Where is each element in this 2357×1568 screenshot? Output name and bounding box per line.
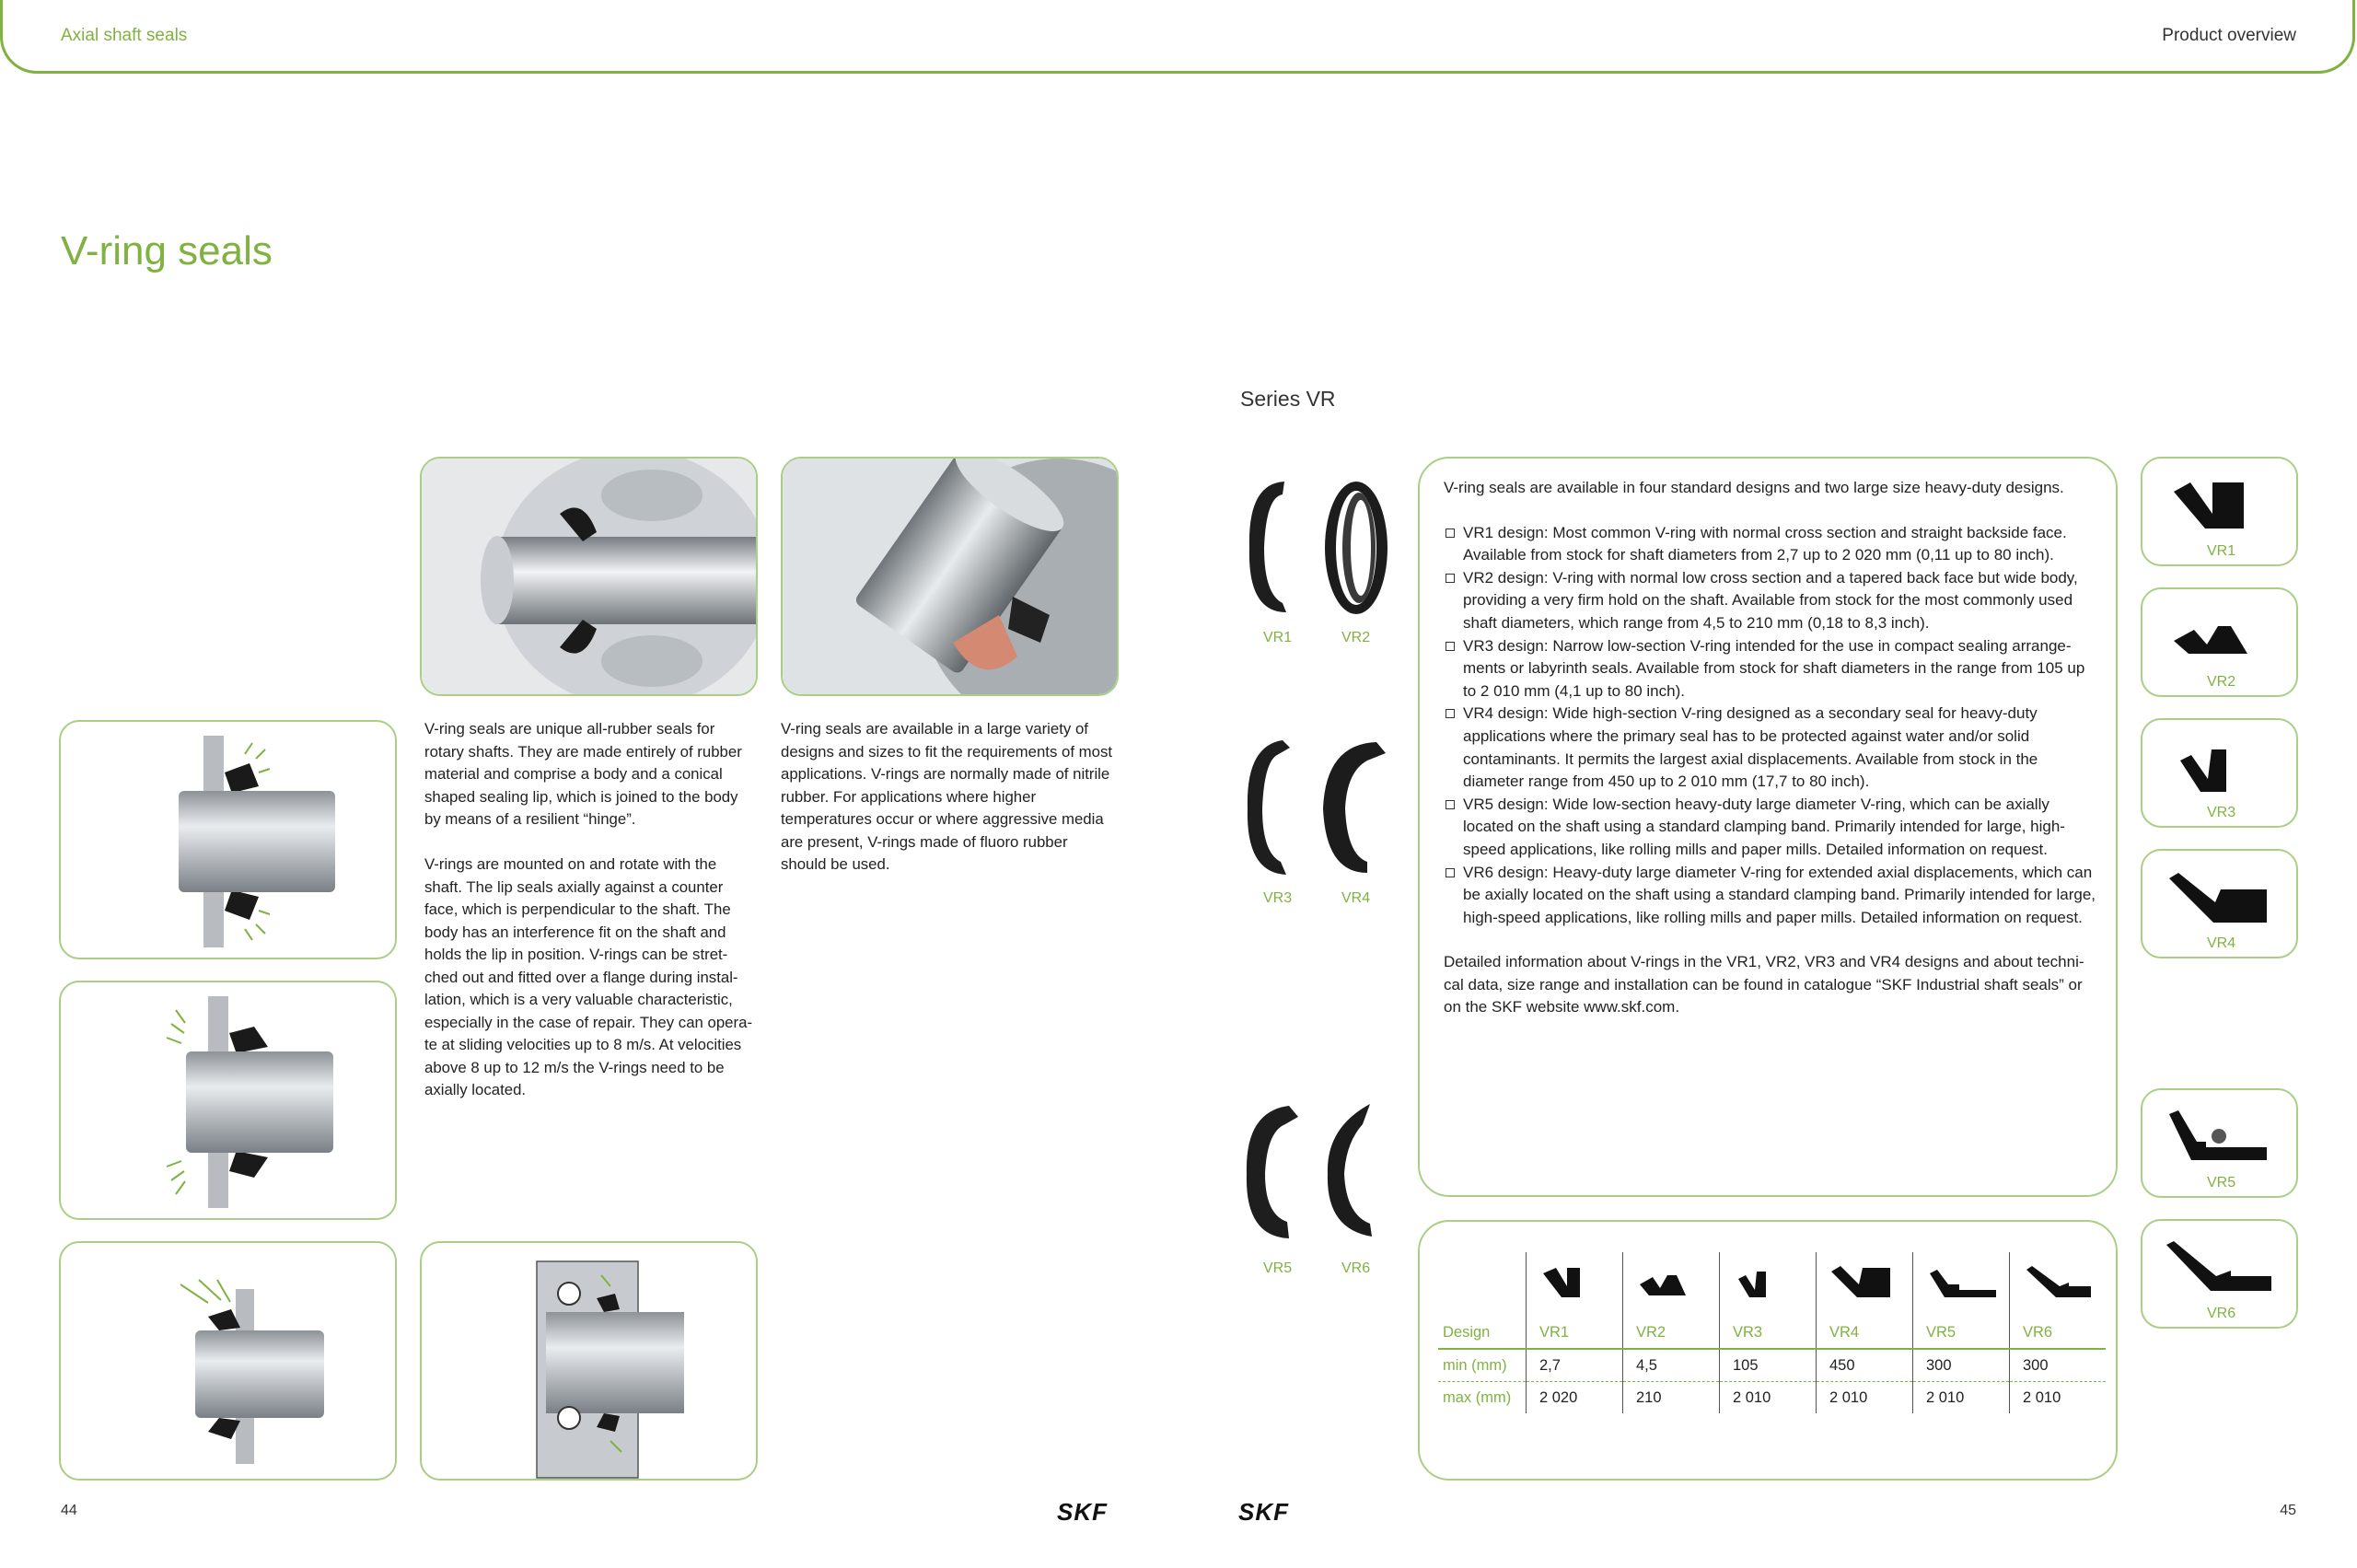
profile-vr5-icon bbox=[1913, 1252, 2010, 1317]
table-cell: 2 010 bbox=[2010, 1382, 2107, 1414]
ring-label-vr5: VR5 bbox=[1263, 1260, 1293, 1276]
table-cell: 210 bbox=[1623, 1382, 1720, 1414]
intro-paragraph-1: V-ring seals are unique all-rubber seals for rotary shafts. They are made entirely of rubber material and comprise a body and a conical shaped sealing lip, which is joined to the body by means of a resilient “hinge”. bbox=[424, 720, 742, 828]
illustration-vring-shaft-3 bbox=[59, 1241, 397, 1481]
ring-label-vr3: VR3 bbox=[1263, 890, 1293, 906]
profile-card-label: VR6 bbox=[2207, 1306, 2236, 1321]
table-cell: 2 010 bbox=[1817, 1382, 1913, 1414]
section-subtitle: Product overview bbox=[2162, 26, 2296, 45]
intro-text-column bbox=[424, 718, 756, 1124]
table-header-cell: VR3 bbox=[1720, 1317, 1817, 1349]
profile-vr5-large-icon bbox=[2165, 1107, 2276, 1166]
page-title: V-ring seals bbox=[61, 228, 273, 273]
profile-card-label: VR4 bbox=[2207, 935, 2236, 951]
materials-paragraph: V-ring seals are available in a large variety of designs and sizes to fit the requirements of most applications. V-rings are normally made of nitrile rubber. For applications where higher temperatures occur or where aggressive media are present, V-rings made of fluoro rubber should be used. bbox=[781, 720, 1113, 873]
table-cell: 2 010 bbox=[1913, 1382, 2010, 1414]
design-item-vr4: VR4 design: Wide high-section V-ring designed as a secondary seal for heavy-duty applications where the primary seal has to be protected against water and/or solid contaminants. It permits the largest axial displacements. Available from stock in the diameter range from 450 up to 2 010 mm (17,7 to 80 inch). bbox=[1444, 703, 2099, 793]
table-header-cell: VR4 bbox=[1817, 1317, 1913, 1349]
profile-card-vr1 bbox=[2141, 457, 2298, 566]
table-header-cell: VR6 bbox=[2010, 1317, 2107, 1349]
ring-label-vr6: VR6 bbox=[1341, 1260, 1371, 1276]
table-row bbox=[1438, 1349, 2106, 1382]
skf-logo-right: SKF bbox=[1238, 1498, 1289, 1526]
intro-paragraph-2: V-rings are mounted on and rotate with the shaft. The lip seals axially against a counter face, which is perpendicular to the shaft. The body has an interference fit on the shaft and holds the lip in position. V-rings can be stret-ched out and fitted over a flange during instal-lation, which is a very valuable characteristic, especially in the case of repair. They can opera-te at sliding velocities up to 8 m/s. At velocities above 8 up to 12 m/s the V-rings need to be axially located. bbox=[424, 855, 753, 1098]
illustration-bearing-arrangement bbox=[420, 1241, 758, 1481]
profile-card-label: VR1 bbox=[2207, 543, 2236, 559]
profile-vr6-icon bbox=[2010, 1252, 2107, 1317]
table-cell: 300 bbox=[2010, 1349, 2107, 1382]
profile-card-label: VR3 bbox=[2207, 805, 2236, 820]
table-header-cell: Design bbox=[1438, 1317, 1527, 1349]
profile-vr4-icon bbox=[1817, 1252, 1913, 1317]
design-list bbox=[1444, 522, 2099, 930]
table-cell: 450 bbox=[1817, 1349, 1913, 1382]
profile-card-vr3 bbox=[2141, 718, 2298, 828]
design-item-vr3: VR3 design: Narrow low-section V-ring intended for the use in compact sealing arrange-ments or labyrinth seals. Available from stock for shaft diameters in the range from 105 up to 2 010 mm (4,1 up to 80 inch). bbox=[1444, 635, 2099, 703]
profile-vr1-icon bbox=[1527, 1252, 1623, 1317]
ring-label-vr1: VR1 bbox=[1263, 630, 1293, 645]
table-cell: 2 020 bbox=[1527, 1382, 1623, 1414]
profile-card-label: VR5 bbox=[2207, 1175, 2236, 1191]
table-cell: max (mm) bbox=[1443, 1388, 1512, 1406]
table-cell: min (mm) bbox=[1438, 1349, 1527, 1382]
photo-vring-cutaway bbox=[781, 457, 1119, 696]
table-cell: 2,7 bbox=[1527, 1349, 1623, 1382]
section-title: Axial shaft seals bbox=[61, 26, 188, 45]
illustration-vring-shaft-1 bbox=[59, 720, 397, 959]
series-title: Series VR bbox=[1240, 387, 1336, 411]
design-item-vr5: VR5 design: Wide low-section heavy-duty large diameter V-ring, which can be axially located on the shaft using a standard clamping band. Primarily intended for large, high-speed applications, like rolling mills and paper mills. Detailed information on request. bbox=[1444, 794, 2099, 862]
profile-vr6-large-icon bbox=[2163, 1239, 2278, 1298]
profile-vr3-large-icon bbox=[2175, 740, 2267, 796]
profile-card-vr5 bbox=[2141, 1088, 2298, 1198]
table-cell: 300 bbox=[1913, 1349, 2010, 1382]
profile-vr2-large-icon bbox=[2170, 617, 2271, 663]
profile-card-vr4 bbox=[2141, 849, 2298, 958]
ring-image-vr1-vr2 bbox=[1238, 474, 1404, 621]
skf-logo-left: SKF bbox=[1057, 1498, 1108, 1526]
photo-vring-on-shaft bbox=[420, 457, 758, 696]
size-table bbox=[1438, 1252, 2106, 1413]
design-item-vr2: VR2 design: V-ring with normal low cross section and a tapered back face but wide body, providing a very firm hold on the shaft. Available from stock for the most commonly used shaft diameters, which range from 4,5 to 210 mm (0,18 to 8,3 inch). bbox=[1444, 567, 2099, 635]
profile-vr3-icon bbox=[1720, 1252, 1817, 1317]
design-item-vr6: VR6 design: Heavy-duty large diameter V-ring for extended axial displacements, which can be axially located on the shaft using a standard clamping band. Primarily intended for large, high-speed applications, like rolling mills and paper mills. Detailed information on request. bbox=[1444, 862, 2099, 930]
table-header-row bbox=[1438, 1317, 2106, 1349]
page-number-right: 45 bbox=[2280, 1503, 2296, 1518]
profile-vr1-large-icon bbox=[2170, 477, 2271, 532]
ring-label-vr2: VR2 bbox=[1341, 630, 1371, 645]
profile-card-label: VR2 bbox=[2207, 674, 2236, 690]
materials-text-column bbox=[781, 718, 1117, 899]
description-outro: Detailed information about V-rings in the VR1, VR2, VR3 and VR4 designs and about techni-cal data, size range and installation can be found in catalogue “SKF Industrial shaft seals” or on the SKF website www.skf.com. bbox=[1444, 953, 2084, 1016]
table-row bbox=[1438, 1382, 2106, 1414]
illustration-vring-shaft-2 bbox=[59, 981, 397, 1220]
description-text bbox=[1444, 477, 2099, 1019]
profile-card-vr6 bbox=[2141, 1219, 2298, 1329]
table-icon-row bbox=[1438, 1252, 2106, 1317]
profile-vr4-large-icon bbox=[2165, 869, 2276, 926]
table-header-cell: VR5 bbox=[1913, 1317, 2010, 1349]
table-cell: 4,5 bbox=[1623, 1349, 1720, 1382]
table-cell: 105 bbox=[1720, 1349, 1817, 1382]
header-frame bbox=[0, 0, 2355, 74]
profile-vr2-icon bbox=[1623, 1252, 1720, 1317]
table-cell: 2 010 bbox=[1720, 1382, 1817, 1414]
ring-image-vr5-vr6 bbox=[1234, 1100, 1404, 1248]
profile-card-vr2 bbox=[2141, 587, 2298, 697]
table-header-cell: VR1 bbox=[1527, 1317, 1623, 1349]
page-number-left: 44 bbox=[61, 1503, 77, 1518]
design-item-vr1: VR1 design: Most common V-ring with normal cross section and straight backside face. Available from stock for shaft diameters from 2,7 up to 2 020 mm (0,11 up to 80 inch). bbox=[1444, 522, 2099, 567]
table-header-cell: VR2 bbox=[1623, 1317, 1720, 1349]
ring-label-vr4: VR4 bbox=[1341, 890, 1371, 906]
description-intro: V-ring seals are available in four standard designs and two large size heavy-duty designs. bbox=[1444, 479, 2064, 496]
ring-image-vr3-vr4 bbox=[1238, 735, 1404, 882]
